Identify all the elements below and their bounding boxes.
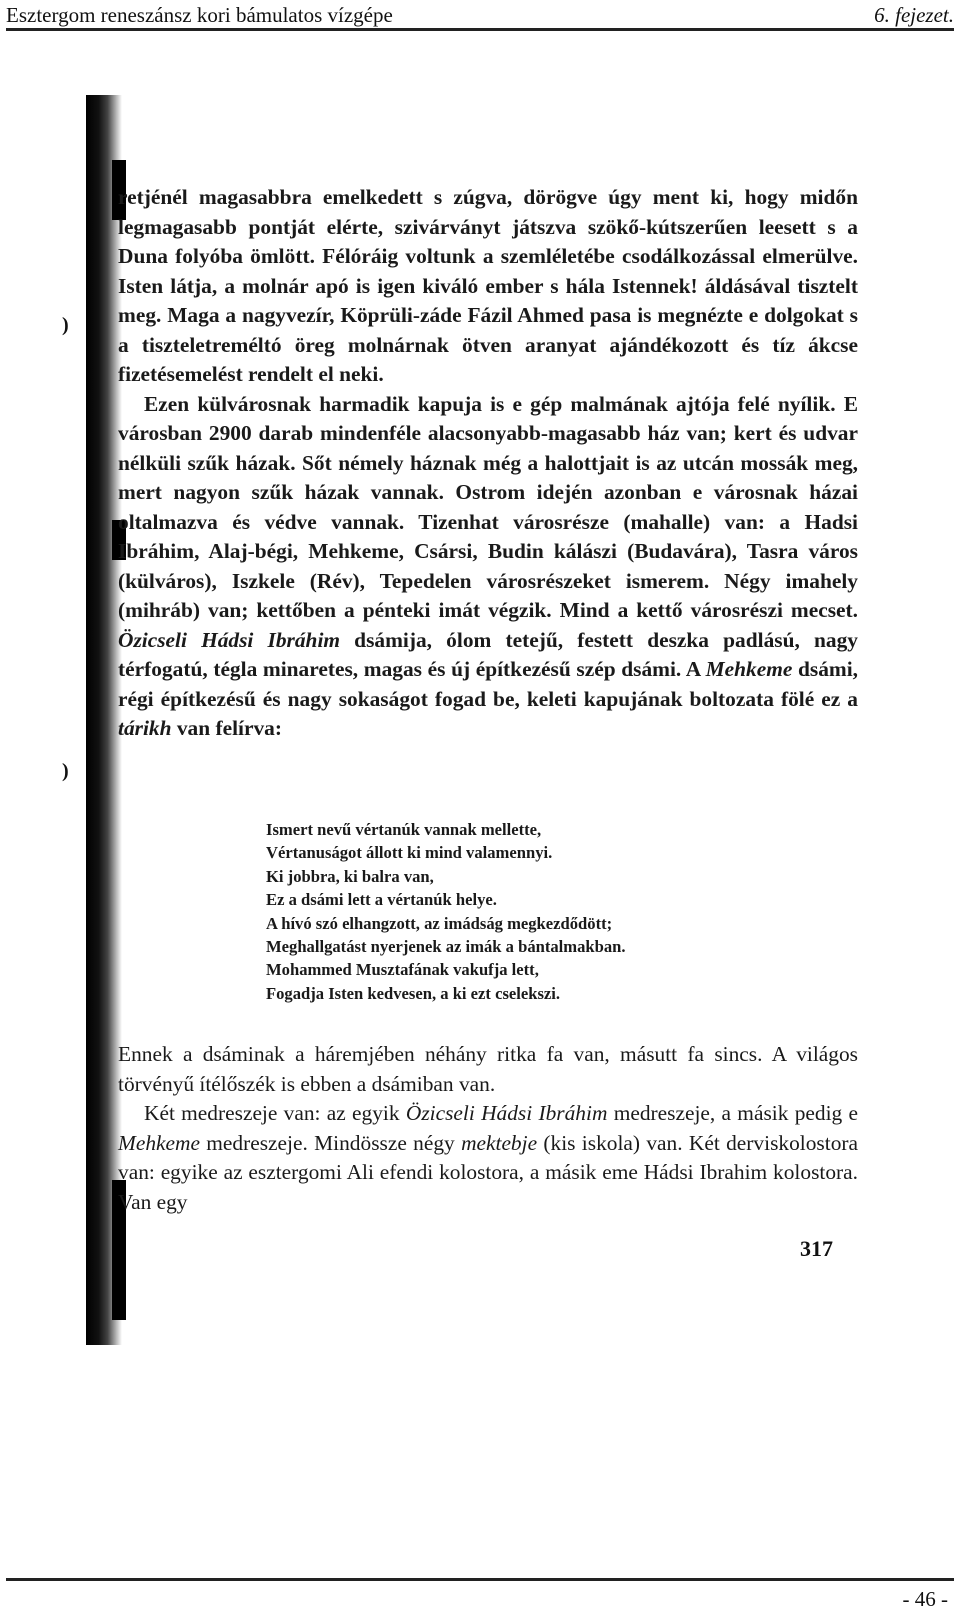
paragraph-text: medreszeje, a másik pedig e: [607, 1101, 859, 1125]
poem-line: Vértanuságot állott ki mind valamennyi.: [266, 843, 553, 863]
italic-term: Özicseli Hádsi Ibráhim: [118, 627, 341, 652]
paragraph: Ennek a dsáminak a háremjében néhány ritka fa van, másutt fa sincs. A világos törvényű ítélőszék is ebben a dsámiban van.: [118, 1042, 858, 1096]
italic-term: tárikh: [118, 716, 172, 740]
page-footer: [6, 1578, 954, 1613]
page-header: [6, 0, 954, 31]
chapter-label: 6. fejezet.: [874, 3, 954, 27]
poem-line: Ez a dsámi lett a vértanúk helye.: [266, 890, 497, 910]
margin-mark: ): [62, 314, 69, 336]
document-title: Esztergom reneszánsz kori bámulatos vízgépe: [6, 3, 393, 27]
scan-body-text-lower: [118, 1040, 858, 1217]
italic-term: mektebje: [461, 1130, 538, 1155]
poem-line: Mohammed Musztafának vakufja lett,: [266, 960, 539, 980]
margin-mark: ): [62, 760, 69, 782]
poem-line: Meghallgatást nyerjenek az imák a bántalmakban.: [266, 937, 626, 957]
paragraph: retjénél magasabbra emelkedett s zúgva, dörögve úgy ment ki, hogy midőn legmagasabb pontját elérte, szivárványt játszva szökő-kútszerűen leesett s a Duna folyóba ömlött. Félóráig voltunk a szemléletébe csodálkozással elmerülve. Isten látja, a molnár apó is igen kiváló ember s hála Istennek! áldásával tisztelt meg. Maga a nagyvezír, Köprüli-záde Fázil Ahmed pasa is megnézte e dolgokat s a tiszteletreméltó öreg molnárnak ötven aranyat ajándékozott és tíz ákcse fizetésemelést rendelt el neki.: [118, 185, 858, 386]
paragraph-text: (kis iskola) van. Két derviskolostora van: egyike az esztergomi Ali efendi kolostora, a másik eme Hádsi Ibrahim kolostora. Van egy: [118, 1130, 859, 1214]
paragraph-text: dsámija, ólom tetejű, festett deszka padlású, nagy térfogatú, tégla minaretes, magas és új építkezésű szép dsámi. A: [118, 627, 858, 681]
scan-spine-shadow: [86, 95, 122, 1345]
poem-line: Ismert nevű vértanúk vannak mellette,: [266, 820, 542, 839]
italic-term: Özicseli Hádsi Ibráhim: [405, 1101, 608, 1125]
inscription-poem: [266, 818, 786, 1005]
paragraph: [118, 1099, 858, 1217]
scan-page-number: 317: [800, 1236, 833, 1261]
page-number: - 46 -: [902, 1587, 948, 1611]
paragraph-text: Ezen külvárosnak harmadik kapuja is e gép malmának ajtója felé nyílik. E városban 2900 darab mindenféle alacsonyabb-magasabb ház van; kert és udvar nélküli szűk házak. Sőt némely háznak még a halottjait is az utcán mossák meg, mert nagyon szűk házak vannak. Ostrom idején azonban e városnak házai oltalmazva és védve vannak. Tizenhat városrésze (mahalle) van: a Hadsi Ibráhim, Alaj-bégi, Mehkeme, Csársi, Budin kálászi (Budavára), Tasra város (külváros), Iszkele (Rév), Tepedelen városrészeket ismerem. Négy imahely (mihráb) van; kettőben a pénteki imát végzik. Mind a kettő városrészi mecset.: [118, 391, 858, 622]
paragraph-text: medreszeje. Mindössze négy: [199, 1130, 462, 1155]
poem-line: Ki jobbra, ki balra van,: [266, 866, 434, 886]
italic-term: Mehkeme: [705, 657, 793, 681]
paragraph-text: dsámi, régi építkezésű és nagy sokaságot fogad be, keleti kapujának boltozata fölé ez a: [118, 657, 858, 711]
poem-line: A hívó szó elhangzott, az imádság megkezdődött;: [266, 913, 613, 933]
italic-term: Mehkeme: [118, 1130, 200, 1155]
paragraph: [118, 390, 858, 744]
poem-line: Fogadja Isten kedvesen, a ki ezt cselekszi.: [266, 983, 561, 1003]
scan-body-text: [118, 183, 858, 744]
paragraph-text: Két medreszeje van: az egyik: [144, 1101, 406, 1125]
paragraph-text: van felírva:: [171, 716, 282, 740]
